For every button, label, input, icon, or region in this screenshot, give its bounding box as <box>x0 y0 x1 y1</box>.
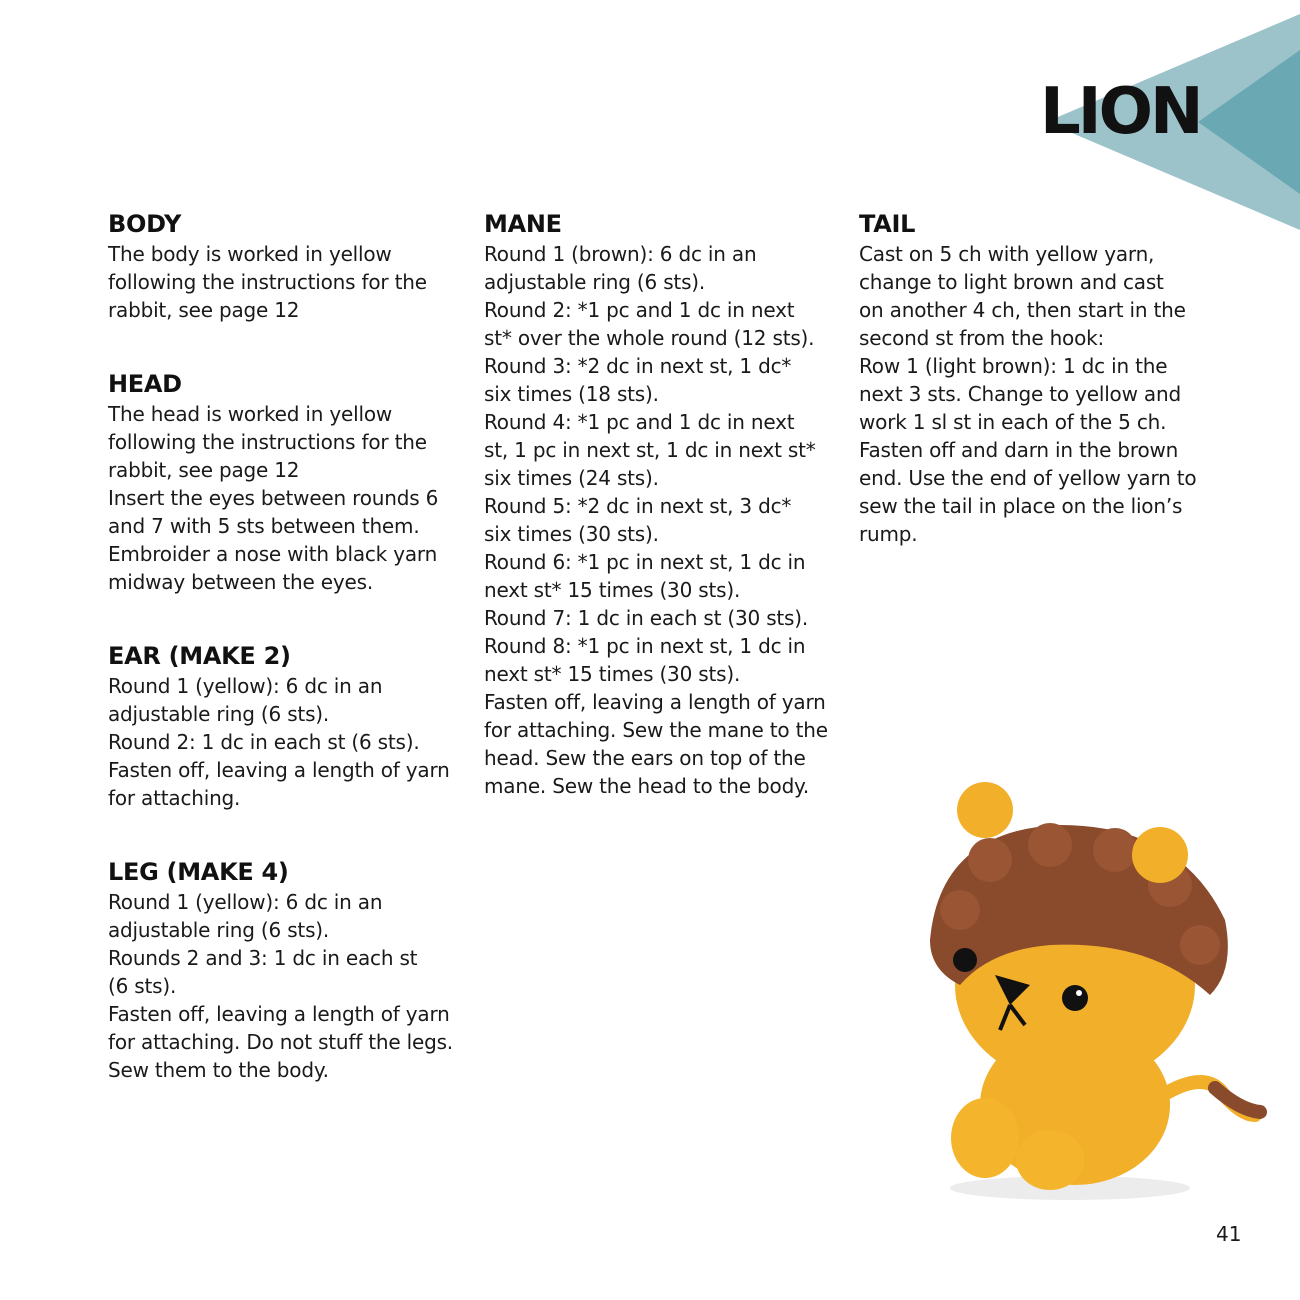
mane-bobble <box>968 838 1012 882</box>
text-line: six times (18 sts). <box>484 382 659 406</box>
text-line: second st from the hook: <box>859 326 1105 350</box>
text-line: Round 1 (yellow): 6 dc in an <box>108 674 383 698</box>
leg-section <box>108 856 453 1084</box>
text-line: Round 3: *2 dc in next st, 1 dc* <box>484 354 792 378</box>
text-line: next st* 15 times (30 sts). <box>484 578 741 602</box>
section-heading: TAIL <box>859 210 916 238</box>
mane-bobble <box>940 890 980 930</box>
section-heading: BODY <box>108 210 182 238</box>
text-line: midway between the eyes. <box>108 570 373 594</box>
text-line: Cast on 5 ch with yellow yarn, <box>859 242 1155 266</box>
text-line: following the instructions for the <box>108 430 427 454</box>
mane-bobble <box>1180 925 1220 965</box>
text-line: st, 1 pc in next st, 1 dc in next st* <box>484 438 816 462</box>
ear-right <box>1132 827 1188 883</box>
eye-right <box>1062 985 1088 1011</box>
mane-section <box>484 208 829 800</box>
text-line: rabbit, see page 12 <box>108 298 300 322</box>
text-line: Fasten off, leaving a length of yarn <box>108 758 450 782</box>
text-line: Insert the eyes between rounds 6 <box>108 486 439 510</box>
text-line: end. Use the end of yellow yarn to <box>859 466 1197 490</box>
left-column <box>108 208 453 1128</box>
text-line: Round 4: *1 pc and 1 dc in next <box>484 410 795 434</box>
front-leg-right <box>1016 1130 1084 1190</box>
text-line: work 1 sl st in each of the 5 ch. <box>859 410 1167 434</box>
text-line: rump. <box>859 522 918 546</box>
right-column <box>859 208 1204 592</box>
text-line: sew the tail in place on the lion’s <box>859 494 1183 518</box>
section-heading: MANE <box>484 210 562 238</box>
text-line: mane. Sew the head to the body. <box>484 774 810 798</box>
crochet-lion-photo <box>900 770 1280 1210</box>
eye-left <box>953 948 977 972</box>
ear-left <box>957 782 1013 838</box>
text-line: The body is worked in yellow <box>108 242 392 266</box>
text-line: adjustable ring (6 sts). <box>484 270 706 294</box>
text-line: adjustable ring (6 sts). <box>108 702 330 726</box>
text-line: The head is worked in yellow <box>108 402 393 426</box>
text-line: (6 sts). <box>108 974 177 998</box>
text-line: Round 8: *1 pc in next st, 1 dc in <box>484 634 806 658</box>
text-line: change to light brown and cast <box>859 270 1164 294</box>
text-line: Round 5: *2 dc in next st, 3 dc* <box>484 494 792 518</box>
text-line: next 3 sts. Change to yellow and <box>859 382 1181 406</box>
text-line: head. Sew the ears on top of the <box>484 746 806 770</box>
text-line: Row 1 (light brown): 1 dc in the <box>859 354 1168 378</box>
text-line: rabbit, see page 12 <box>108 458 300 482</box>
text-line: adjustable ring (6 sts). <box>108 918 330 942</box>
page-title: LION <box>1040 75 1201 149</box>
tail-tip <box>1215 1088 1260 1112</box>
section-heading: LEG (MAKE 4) <box>108 858 289 886</box>
section-heading: HEAD <box>108 370 182 398</box>
text-line: on another 4 ch, then start in the <box>859 298 1186 322</box>
text-line: Round 2: 1 dc in each st (6 sts). <box>108 730 420 754</box>
text-line: Round 1 (brown): 6 dc in an <box>484 242 757 266</box>
ear-section <box>108 640 453 812</box>
tail-section <box>859 208 1204 548</box>
text-line: Fasten off, leaving a length of yarn <box>108 1002 450 1026</box>
head-section <box>108 368 453 596</box>
text-line: for attaching. Do not stuff the legs. <box>108 1030 453 1054</box>
text-line: st* over the whole round (12 sts). <box>484 326 815 350</box>
text-line: next st* 15 times (30 sts). <box>484 662 741 686</box>
text-line: Rounds 2 and 3: 1 dc in each st <box>108 946 418 970</box>
section-heading: EAR (MAKE 2) <box>108 642 291 670</box>
text-line: six times (30 sts). <box>484 522 659 546</box>
text-line: for attaching. Sew the mane to the <box>484 718 828 742</box>
eye-highlight <box>1076 990 1082 996</box>
text-line: for attaching. <box>108 786 241 810</box>
text-line: Embroider a nose with black yarn <box>108 542 438 566</box>
mane-bobble <box>1028 823 1072 867</box>
text-line: Round 6: *1 pc in next st, 1 dc in <box>484 550 806 574</box>
text-line: Round 2: *1 pc and 1 dc in next <box>484 298 795 322</box>
text-line: Fasten off, leaving a length of yarn <box>484 690 826 714</box>
mane-bobble <box>1093 828 1137 872</box>
middle-column <box>484 208 829 844</box>
text-line: Fasten off and darn in the brown <box>859 438 1179 462</box>
front-leg-left <box>951 1098 1019 1178</box>
text-line: Round 7: 1 dc in each st (30 sts). <box>484 606 809 630</box>
page-number: 41 <box>1216 1222 1242 1246</box>
text-line: following the instructions for the <box>108 270 427 294</box>
text-line: Sew them to the body. <box>108 1058 329 1082</box>
text-line: six times (24 sts). <box>484 466 659 490</box>
text-line: Round 1 (yellow): 6 dc in an <box>108 890 383 914</box>
text-line: and 7 with 5 sts between them. <box>108 514 420 538</box>
body-section <box>108 208 453 324</box>
